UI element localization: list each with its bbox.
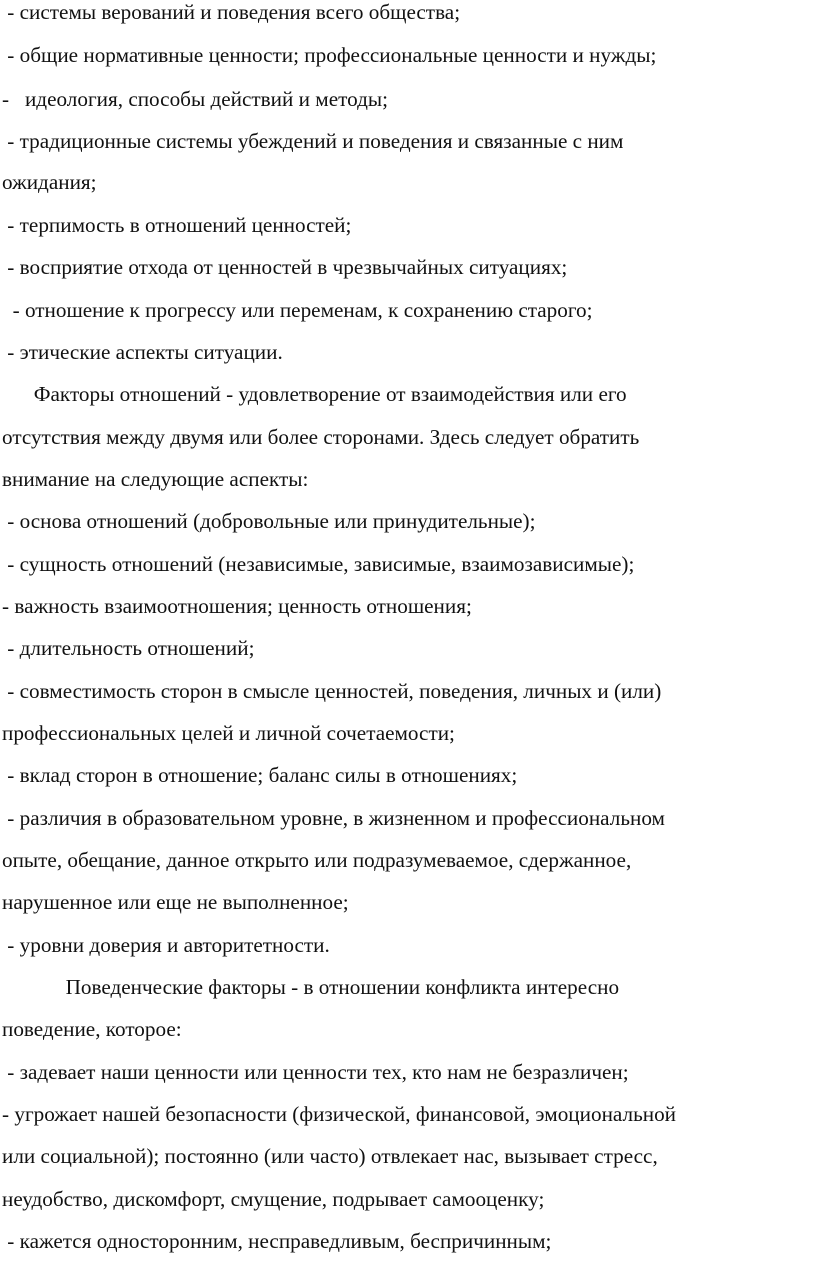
- text-line: - идеология, способы действий и методы;: [2, 87, 388, 111]
- text-line: - совместимость сторон в смысле ценностей, поведения, личных и (или): [2, 679, 662, 703]
- text-line: - восприятие отхода от ценностей в чрезвычайных ситуациях;: [2, 255, 568, 279]
- text-line: Факторы отношений - удовлетворение от взаимодействия или его: [2, 382, 627, 406]
- text-line: - терпимость в отношений ценностей;: [2, 213, 352, 237]
- text-line: нарушенное или еще не выполненное;: [2, 890, 349, 914]
- text-line: - основа отношений (добровольные или принудительные);: [2, 509, 536, 533]
- text-line: - длительность отношений;: [2, 636, 255, 660]
- text-line: - задевает наши ценности или ценности тех, кто нам не безразличен;: [2, 1060, 629, 1084]
- text-line: неудобство, дискомфорт, смущение, подрывает самооценку;: [2, 1187, 545, 1211]
- text-line: - традиционные системы убеждений и поведения и связанные с ним: [2, 129, 624, 153]
- text-line: - сущность отношений (независимые, зависимые, взаимозависимые);: [2, 552, 635, 576]
- text-line: поведение, которое:: [2, 1017, 182, 1041]
- text-line: - важность взаимоотношения; ценность отношения;: [2, 594, 472, 618]
- text-line: внимание на следующие аспекты:: [2, 467, 309, 491]
- text-line: - общие нормативные ценности; профессиональные ценности и нужды;: [2, 43, 657, 67]
- text-line: - отношение к прогрессу или переменам, к сохранению старого;: [2, 298, 593, 322]
- text-line: - различия в образовательном уровне, в жизненном и профессиональном: [2, 806, 665, 830]
- text-line: - угрожает нашей безопасности (физической, финансовой, эмоциональной: [2, 1102, 677, 1126]
- text-line: - уровни доверия и авторитетности.: [2, 933, 330, 957]
- text-line: - вклад сторон в отношение; баланс силы в отношениях;: [2, 763, 518, 787]
- text-line: - системы верований и поведения всего общества;: [2, 0, 461, 24]
- text-line: - этические аспекты ситуации.: [2, 340, 283, 364]
- text-line: отсутствия между двумя или более сторонами. Здесь следует обратить: [2, 425, 640, 449]
- text-line: профессиональных целей и личной сочетаемости;: [2, 721, 455, 745]
- text-line: ожидания;: [2, 170, 97, 194]
- text-line: Поведенческие факторы - в отношении конфликта интересно: [2, 975, 620, 999]
- text-line: опыте, обещание, данное открыто или подразумеваемое, сдержанное,: [2, 848, 632, 872]
- text-line: или социальной); постоянно (или часто) отвлекает нас, вызывает стресс,: [2, 1144, 658, 1168]
- text-line: - кажется односторонним, несправедливым, беспричинным;: [2, 1229, 552, 1253]
